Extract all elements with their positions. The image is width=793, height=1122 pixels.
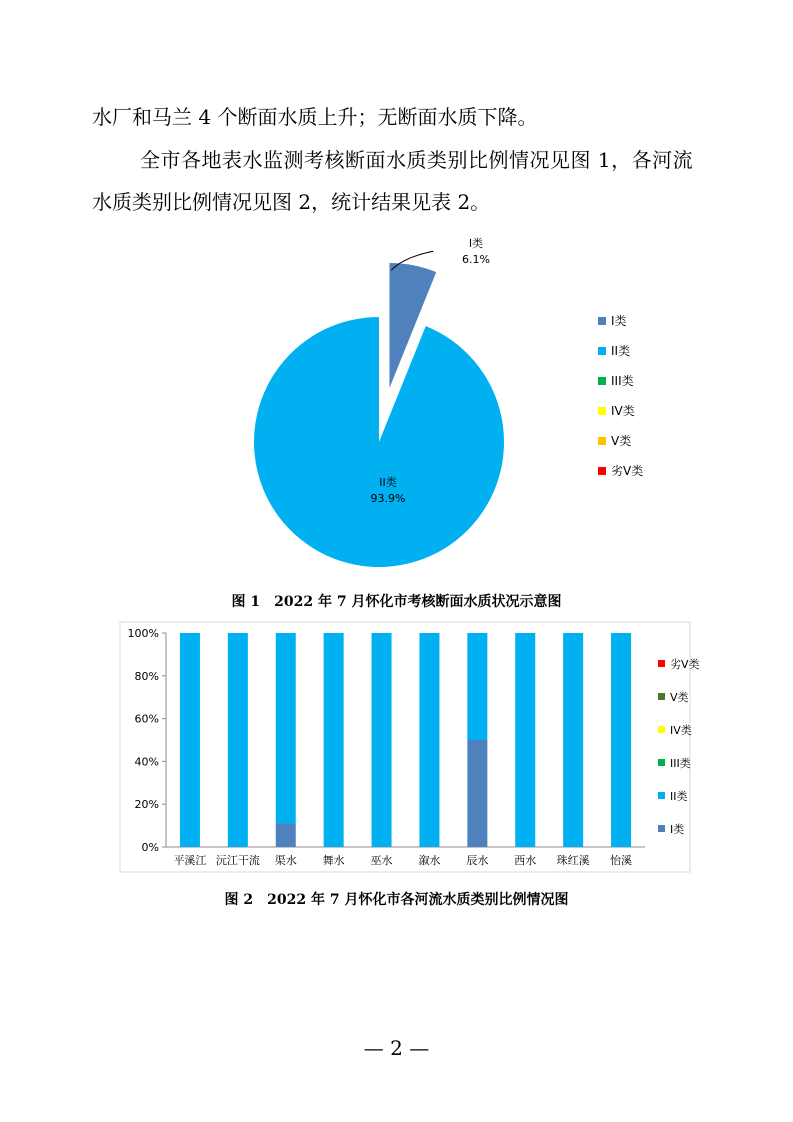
bar-8-series-1 bbox=[563, 633, 583, 847]
bar-3-series-1 bbox=[324, 633, 344, 847]
pie-legend-label-4: V类 bbox=[611, 434, 632, 448]
y-tick-label: 40% bbox=[134, 755, 159, 769]
bar-4-series-1 bbox=[372, 633, 392, 847]
pie-chart bbox=[0, 230, 793, 580]
pie-slice-1 bbox=[254, 317, 504, 567]
bar-legend-swatch-0 bbox=[658, 660, 665, 667]
pie-legend-swatch-3 bbox=[598, 407, 606, 415]
pie-legend-swatch-0 bbox=[598, 317, 606, 325]
y-tick-label: 0% bbox=[141, 841, 159, 854]
paragraph-line-2: 全市各地表水监测考核断面水质类别比例情况见图 1，各河流 bbox=[140, 148, 694, 172]
chart-frame bbox=[120, 622, 690, 872]
pie-legend-label-1: II类 bbox=[611, 344, 631, 358]
x-tick-label: 平溪江 bbox=[173, 854, 207, 867]
y-tick-label: 100% bbox=[127, 627, 159, 640]
pie-label-value-0: 6.1% bbox=[462, 253, 490, 266]
bar-2-series-0 bbox=[276, 823, 296, 847]
figure-1-caption: 图 1 2022 年 7 月怀化市考核断面水质状况示意图 bbox=[231, 594, 562, 610]
bar-6-series-1 bbox=[467, 633, 487, 740]
pie-label-category-0: I类 bbox=[468, 237, 484, 250]
pie-label-value-1: 93.9% bbox=[370, 492, 406, 505]
bar-legend-label-4: II类 bbox=[670, 790, 688, 803]
bar-6-series-0 bbox=[467, 740, 487, 847]
x-tick-label: 沅江干流 bbox=[215, 854, 260, 867]
bar-legend-swatch-3 bbox=[658, 759, 665, 766]
bar-legend-swatch-5 bbox=[658, 825, 665, 832]
bar-legend-label-0: 劣V类 bbox=[670, 658, 700, 671]
x-tick-label: 西水 bbox=[514, 854, 537, 867]
pie-label-category-1: II类 bbox=[379, 476, 397, 489]
bar-chart bbox=[0, 620, 793, 885]
bar-legend-label-5: I类 bbox=[670, 823, 685, 836]
y-tick-label: 60% bbox=[134, 712, 159, 726]
x-tick-label: 辰水 bbox=[466, 854, 489, 867]
pie-legend-label-0: I类 bbox=[611, 314, 627, 328]
x-tick-label: 舞水 bbox=[322, 854, 345, 867]
figure-2-caption: 图 2 2022 年 7 月怀化市各河流水质类别比例情况图 bbox=[224, 892, 569, 908]
y-tick-label: 80% bbox=[134, 669, 159, 683]
bar-5-series-1 bbox=[419, 633, 439, 847]
x-tick-label: 怡溪 bbox=[610, 854, 633, 867]
pie-legend-swatch-1 bbox=[598, 347, 606, 355]
x-tick-label: 珠红溪 bbox=[556, 854, 590, 867]
pie-legend-label-5: 劣V类 bbox=[611, 464, 644, 478]
bar-legend-swatch-2 bbox=[658, 726, 665, 733]
bar-7-series-1 bbox=[515, 633, 535, 847]
paragraph-line-3: 水质类别比例情况见图 2，统计结果见表 2。 bbox=[92, 190, 491, 214]
pie-legend-label-3: IV类 bbox=[611, 404, 635, 418]
bar-2-series-1 bbox=[276, 633, 296, 823]
bar-9-series-1 bbox=[611, 633, 631, 847]
paragraph-line-1: 水厂和马兰 4 个断面水质上升；无断面水质下降。 bbox=[92, 105, 538, 129]
page-number: — 2 — bbox=[363, 1036, 430, 1060]
bar-legend-swatch-4 bbox=[658, 792, 665, 799]
bar-legend-label-2: IV类 bbox=[670, 724, 692, 737]
pie-legend-label-2: III类 bbox=[611, 374, 634, 388]
pie-legend-swatch-4 bbox=[598, 437, 606, 445]
bar-legend-label-1: V类 bbox=[670, 691, 689, 704]
x-tick-label: 渠水 bbox=[274, 854, 297, 867]
bar-legend-swatch-1 bbox=[658, 693, 665, 700]
bar-legend-label-3: III类 bbox=[670, 757, 691, 770]
y-tick-label: 20% bbox=[134, 798, 159, 812]
bar-1-series-1 bbox=[228, 633, 248, 847]
x-tick-label: 巫水 bbox=[370, 854, 393, 867]
x-tick-label: 溆水 bbox=[418, 854, 441, 867]
pie-legend-swatch-2 bbox=[598, 377, 606, 385]
bar-0-series-1 bbox=[180, 633, 200, 847]
pie-legend-swatch-5 bbox=[598, 467, 606, 475]
